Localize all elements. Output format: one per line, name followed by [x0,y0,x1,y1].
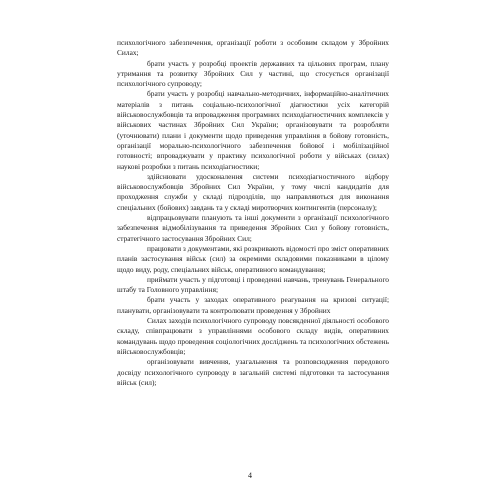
paragraph: приймати участь у підготовці і проведенні навчань, тренувань Генерального штабу та Головного управління; [117,274,389,295]
paragraph: Силах заходів психологічного супроводу повсякденної діяльності особового складу, співпрацювати з управліннями особового складу видів, оперативних командувань щодо проведення соціологічних досліджень та психологічних обстежень військовослужбовців; [117,316,389,356]
paragraph: працювати з документами, які розкривають відомості про зміст оперативних планів застосування військ (сил) за окремими складовими показниками в цілому щодо виду, роду, спеціальних військ, оперативного командування; [117,243,389,274]
paragraph: психологічного забезпечення, організації роботи з особовим складом у Збройних Силах; [117,38,389,58]
paragraph: відпрацьовувати планують та інші документи з організації психологічного забезпечення відмобілізування та приведення Збройних Сил у бойову готовність, стратегічного застосування Збройних Сил; [117,213,389,243]
paragraph: організовувати вивчення, узагальнення та розповсюдження передового досвіду психологічного супроводу в загальній системі підготовки та застосування військ (сил); [117,357,389,387]
paragraph: брати участь у розробці проектів державних та цільових програм, плану утримання та розвитку Збройних Сил у частині, що стосується організації психологічного супроводу; [117,58,389,89]
document-page [117,38,389,388]
paragraph: здійснювати удосконалення системи психодіагностичного відбору військовослужбовців Збройних Сил України, у тому числі кандидатів для проходження служби у складі підрозділів, що направляються для виконання спеціальних (бойових) завдань та у складі миротворчих контингентів (персоналу); [117,171,389,212]
paragraph: брати участь у заходах оперативного реагування на кризові ситуації; планувати, організовувати та контролювати проведення у Збройних [117,295,389,315]
page-number: 4 [248,471,252,480]
paragraph: брати участь у розробці навчально-методичних, інформаційно-аналітичних матеріалів з питань соціально-психологічної діагностики усіх категорій військовослужбовців та впровадження програмних психодіагностичних комплексів у військових частинах Збройних Сил України; організовувати та розробляти (уточнювати) плани і документи щодо приведення управління в бойову готовність, організації морально-психологічного забезпечення бойової і мобілізаційної готовності; впроваджувати у практику психологічної роботи у військах (силах) наукові розробки з питань психодіагностики; [117,89,389,171]
